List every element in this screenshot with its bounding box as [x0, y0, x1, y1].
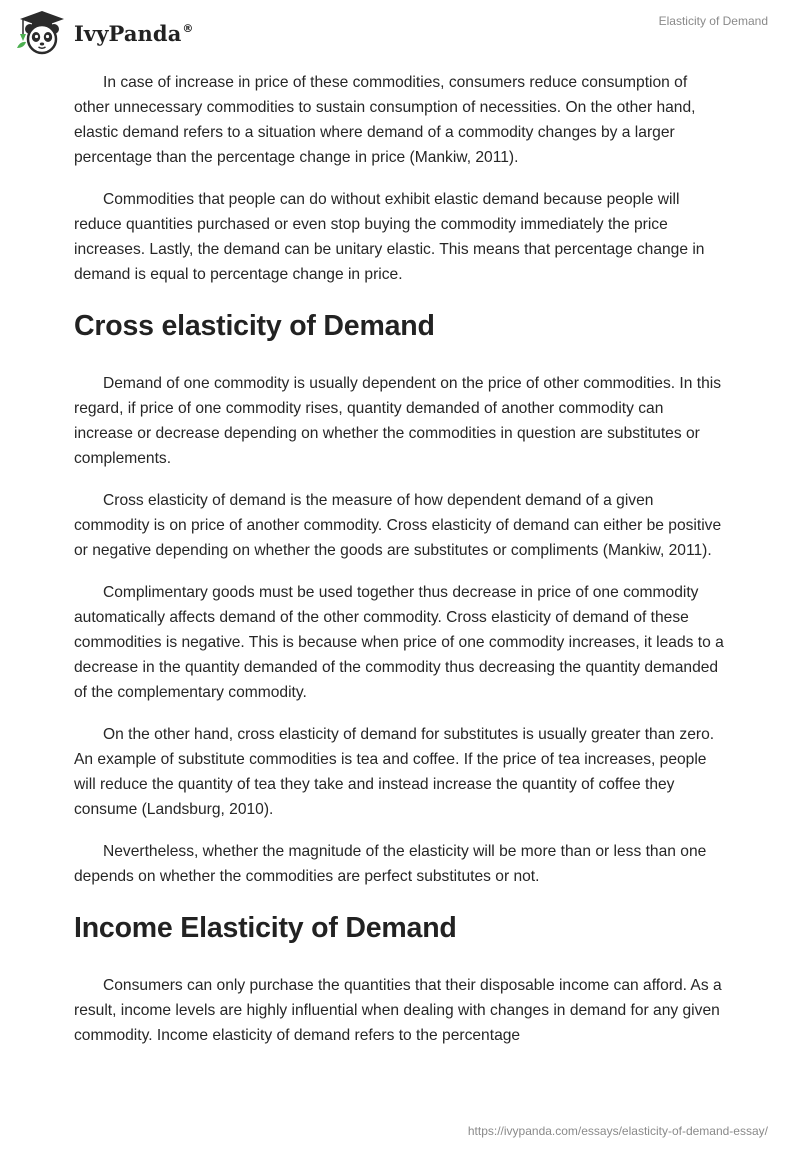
paragraph: On the other hand, cross elasticity of demand for substitutes is usually greater than zero. An example of substitute commodities is tea and coffee. If the price of tea increases, people will reduce the quantity of tea they take and instead increase the quantity of coffee they consume (Landsburg, 2010).	[74, 726, 715, 818]
paragraph: Commodities that people can do without exhibit elastic demand because people will reduce quantities purchased or even stop buying the commodity immediately the price increases. Lastly, the demand can be unitary elastic. This means that percentage change in demand is equal to percentage change in price.	[74, 191, 705, 283]
essay-content	[74, 70, 726, 1065]
paragraph: Complimentary goods must be used together thus decrease in price of one commodity automatically affects demand of the other commodity. Cross elasticity of demand of these commodities is negative. This is because when price of one commodity increases, it leads to a decrease in the quantity demanded of the commodity thus decreasing the quantity demanded of the complementary commodity.	[74, 584, 724, 701]
source-url[interactable]: https://ivypanda.com/essays/elasticity-of-demand-essay/	[467, 1124, 768, 1138]
paragraph: In case of increase in price of these commodities, consumers reduce consumption of other unnecessary commodities to sustain consumption of necessities. On the other hand, elastic demand refers to a situation where demand of a commodity changes by a larger percentage than the percentage change in price (Mankiw, 2011).	[74, 74, 696, 166]
page-header	[0, 0, 800, 60]
brand-name: IvyPanda®	[74, 20, 194, 46]
section-heading-cross-elasticity: Cross elasticity of Demand	[74, 310, 435, 342]
paragraph: Consumers can only purchase the quantities that their disposable income can afford. As a result, income levels are highly influential when dealing with changes in demand for any given commodity. Income elasticity of demand refers to the percentage	[74, 977, 722, 1044]
paragraph: Nevertheless, whether the magnitude of the elasticity will be more than or less than one depends on whether the commodities are perfect substitutes or not.	[74, 843, 707, 885]
registered-mark: ®	[182, 21, 194, 35]
ivypanda-logo[interactable]	[14, 8, 194, 56]
paragraph: Cross elasticity of demand is the measure of how dependent demand of a given commodity is on price of another commodity. Cross elasticity of demand can either be positive or negative depending on whether the goods are substitutes or compliments (Mankiw, 2011).	[74, 492, 722, 559]
section-heading-income-elasticity: Income Elasticity of Demand	[74, 912, 457, 944]
document-title: Elasticity of Demand	[658, 14, 768, 28]
paragraph: Demand of one commodity is usually dependent on the price of other commodities. In this regard, if price of one commodity rises, quantity demanded of another commodity can increase or decrease depending on whether the commodities in question are substitutes or complements.	[74, 375, 722, 467]
panda-graduate-icon	[14, 8, 70, 56]
